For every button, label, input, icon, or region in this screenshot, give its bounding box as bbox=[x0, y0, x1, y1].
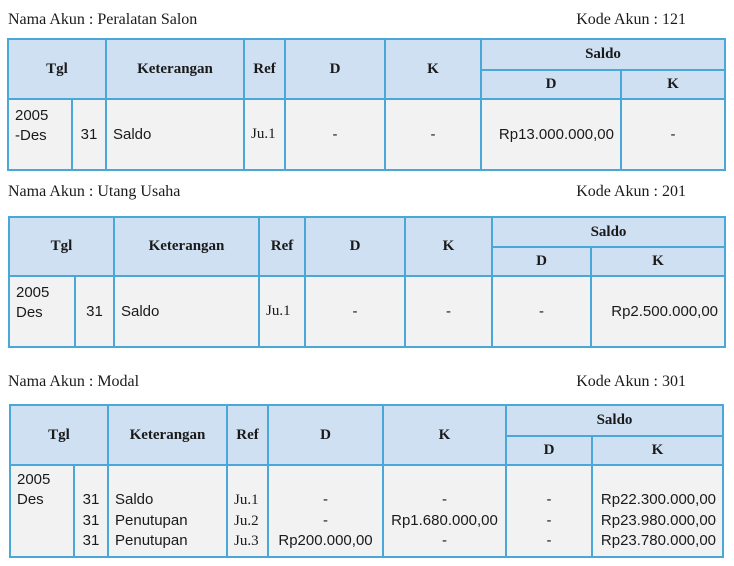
date-year: 2005 bbox=[15, 107, 49, 124]
account-header-3 bbox=[8, 372, 686, 392]
header-debit: D bbox=[268, 405, 383, 465]
saldo-kredit-value: Rp22.300.000,00 bbox=[600, 491, 717, 508]
debit-value: Rp200.000,00 bbox=[278, 532, 373, 549]
header-saldo-debit: D bbox=[492, 247, 591, 276]
date-year: 2005 bbox=[17, 471, 51, 488]
kredit-value: - bbox=[442, 532, 447, 549]
date-cell bbox=[9, 276, 75, 347]
saldo-kredit-cell bbox=[592, 465, 723, 557]
debit-cell bbox=[268, 465, 383, 557]
header-saldo: Saldo bbox=[506, 405, 723, 436]
ref-value: Ju.1 bbox=[234, 492, 259, 508]
header-saldo-debit: D bbox=[481, 70, 621, 99]
header-keterangan: Keterangan bbox=[114, 217, 259, 276]
header-ref: Ref bbox=[244, 39, 285, 99]
date-cell bbox=[8, 99, 72, 170]
header-ref: Ref bbox=[227, 405, 268, 465]
debit-cell: - bbox=[285, 99, 385, 170]
ref-cell bbox=[227, 465, 268, 557]
ref-cell: Ju.1 bbox=[244, 99, 285, 170]
header-saldo-kredit: K bbox=[592, 436, 723, 465]
saldo-debit-value: - bbox=[546, 532, 552, 549]
ref-value: Ju.3 bbox=[234, 533, 259, 549]
saldo-debit-cell: Rp13.000.000,00 bbox=[481, 99, 621, 170]
header-keterangan: Keterangan bbox=[108, 405, 227, 465]
header-saldo: Saldo bbox=[481, 39, 725, 70]
account-name: Nama Akun : Peralatan Salon bbox=[8, 11, 198, 28]
date-month: -Des bbox=[15, 127, 47, 144]
description-value: Penutupan bbox=[115, 532, 188, 549]
debit-value: - bbox=[323, 491, 328, 508]
date-cell bbox=[10, 465, 74, 557]
kredit-cell: - bbox=[385, 99, 481, 170]
description-cell: Saldo bbox=[114, 276, 259, 347]
saldo-debit-value: - bbox=[546, 511, 552, 529]
header-saldo: Saldo bbox=[492, 217, 725, 247]
account-header-2 bbox=[8, 182, 686, 202]
debit-cell: - bbox=[305, 276, 405, 347]
account-code: Kode Akun : 201 bbox=[576, 183, 686, 200]
account-code: Kode Akun : 301 bbox=[576, 373, 686, 390]
header-kredit: K bbox=[405, 217, 492, 276]
kredit-value: Rp1.680.000,00 bbox=[391, 511, 498, 529]
day-cell: 31 bbox=[75, 276, 114, 347]
description-value: Saldo bbox=[115, 491, 154, 508]
description-cell bbox=[108, 465, 227, 557]
saldo-kredit-cell: - bbox=[621, 99, 725, 170]
header-ref: Ref bbox=[259, 217, 305, 276]
account-name: Nama Akun : Modal bbox=[8, 373, 140, 390]
ref-value: Ju.2 bbox=[234, 512, 259, 529]
header-debit: D bbox=[285, 39, 385, 99]
ledger-table-3 bbox=[9, 404, 724, 558]
saldo-debit-value: - bbox=[546, 491, 552, 508]
day-value: 31 bbox=[82, 511, 100, 529]
kredit-cell: - bbox=[405, 276, 492, 347]
day-cell bbox=[74, 465, 108, 557]
header-saldo-debit: D bbox=[506, 436, 592, 465]
date-year: 2005 bbox=[16, 284, 50, 301]
header-saldo-kredit: K bbox=[621, 70, 725, 99]
header-debit: D bbox=[305, 217, 405, 276]
kredit-cell bbox=[383, 465, 506, 557]
ref-cell: Ju.1 bbox=[259, 276, 305, 347]
saldo-kredit-cell: Rp2.500.000,00 bbox=[591, 276, 725, 347]
description-cell: Saldo bbox=[106, 99, 244, 170]
account-header-1 bbox=[8, 10, 686, 30]
account-name: Nama Akun : Utang Usaha bbox=[8, 183, 181, 200]
account-code: Kode Akun : 121 bbox=[576, 11, 686, 28]
day-cell: 31 bbox=[72, 99, 106, 170]
debit-value: - bbox=[323, 511, 328, 529]
header-kredit: K bbox=[385, 39, 481, 99]
saldo-kredit-value: Rp23.980.000,00 bbox=[600, 511, 717, 529]
ledger-table-1 bbox=[7, 38, 726, 171]
date-month: Des bbox=[17, 491, 44, 508]
date-month: Des bbox=[16, 304, 43, 321]
header-tgl: Tgl bbox=[9, 217, 114, 276]
saldo-debit-cell bbox=[506, 465, 592, 557]
header-kredit: K bbox=[383, 405, 506, 465]
day-value: 31 bbox=[82, 491, 100, 508]
header-tgl: Tgl bbox=[8, 39, 106, 99]
day-value: 31 bbox=[82, 532, 100, 549]
description-value: Penutupan bbox=[115, 511, 188, 529]
ledger-table-2 bbox=[8, 216, 726, 348]
kredit-value: - bbox=[442, 491, 447, 508]
header-tgl: Tgl bbox=[10, 405, 108, 465]
header-keterangan: Keterangan bbox=[106, 39, 244, 99]
saldo-debit-cell: - bbox=[492, 276, 591, 347]
saldo-kredit-value: Rp23.780.000,00 bbox=[600, 532, 717, 549]
header-saldo-kredit: K bbox=[591, 247, 725, 276]
